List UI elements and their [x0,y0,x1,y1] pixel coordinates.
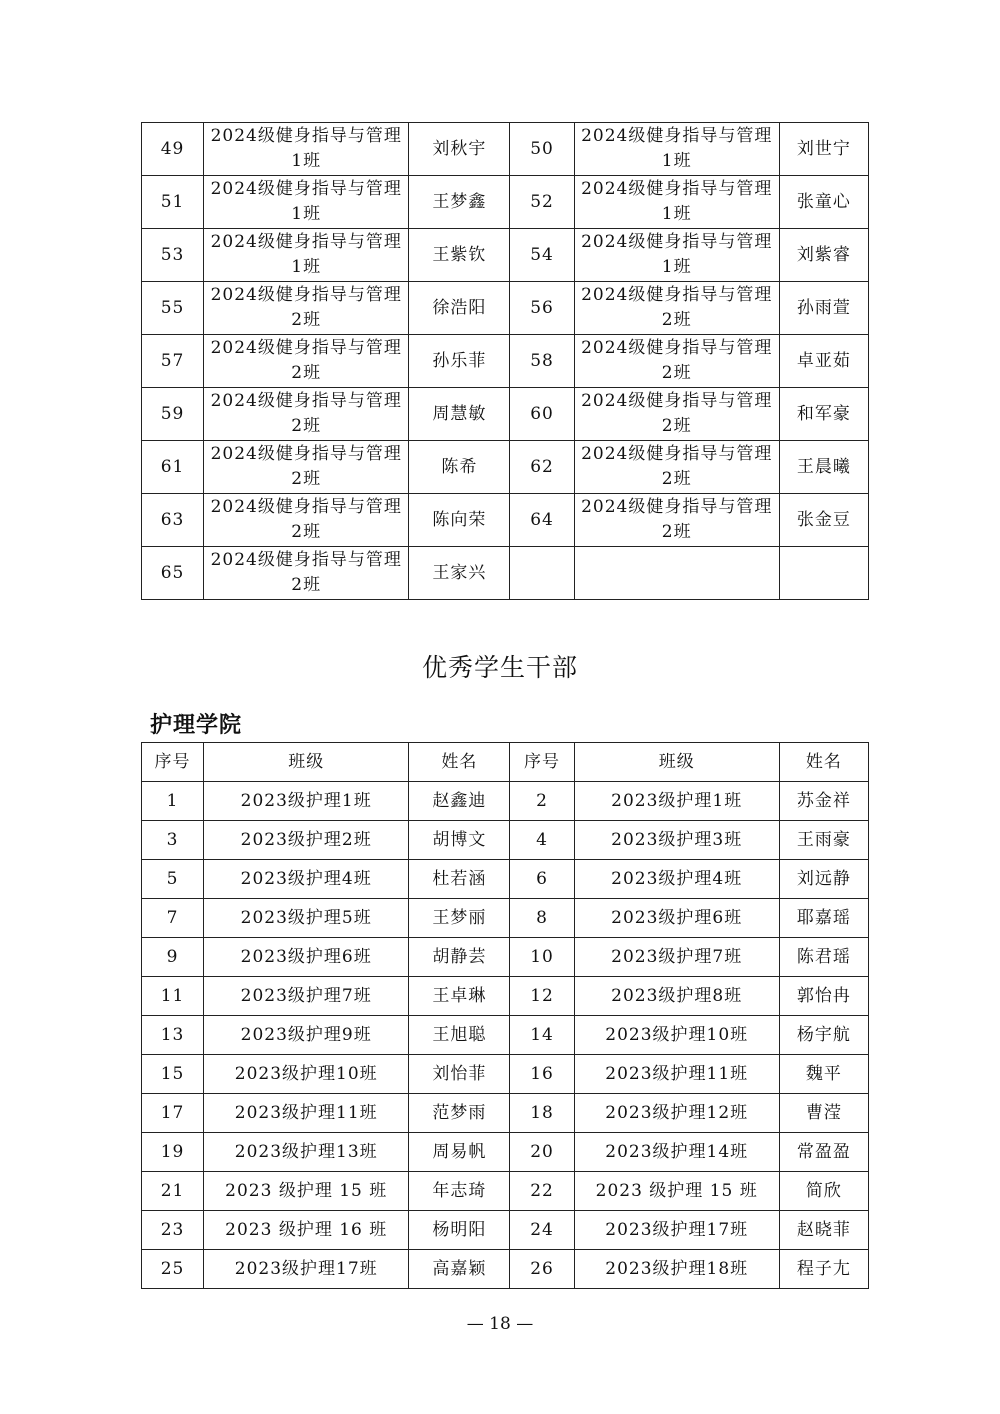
class-cell: 2023级护理11班 [204,1094,409,1133]
class-cell: 2023级护理5班 [204,899,409,938]
name-cell [779,547,868,600]
table-row [142,1172,869,1211]
table-row [142,1211,869,1250]
nursing-cadre-table [141,742,869,1289]
seq-cell: 26 [510,1250,574,1289]
page-number: — 18 — [466,1314,534,1334]
name-cell: 赵晓菲 [779,1211,868,1250]
name-cell: 杨宇航 [779,1016,868,1055]
class-cell: 2023级护理3班 [574,821,779,860]
class-cell: 2024级健身指导与管理1班 [204,176,409,229]
seq-cell: 55 [142,282,204,335]
seq-cell: 8 [510,899,574,938]
class-cell: 2024级健身指导与管理1班 [574,176,779,229]
class-cell: 2023级护理1班 [574,782,779,821]
seq-cell: 60 [510,388,574,441]
seq-cell: 24 [510,1211,574,1250]
section-title: 优秀学生干部 [421,653,578,682]
class-cell: 2023级护理17班 [574,1211,779,1250]
seq-cell: 20 [510,1133,574,1172]
table-row [142,1094,869,1133]
header-cell: 序号 [510,743,574,782]
class-roster-table-continued [141,122,869,600]
name-cell: 年志琦 [409,1172,510,1211]
name-cell: 张金豆 [779,494,868,547]
name-cell: 杜若涵 [409,860,510,899]
class-cell [574,547,779,600]
class-cell: 2024级健身指导与管理2班 [574,494,779,547]
seq-cell: 5 [142,860,204,899]
name-cell: 陈向荣 [409,494,510,547]
class-cell: 2023级护理9班 [204,1016,409,1055]
name-cell: 卓亚茹 [779,335,868,388]
seq-cell: 57 [142,335,204,388]
name-cell: 高嘉颖 [409,1250,510,1289]
class-cell: 2023 级护理 15 班 [574,1172,779,1211]
class-cell: 2024级健身指导与管理2班 [574,282,779,335]
name-cell: 陈希 [409,441,510,494]
seq-cell: 51 [142,176,204,229]
seq-cell: 6 [510,860,574,899]
seq-cell: 56 [510,282,574,335]
name-cell: 刘秋宇 [409,123,510,176]
name-cell: 杨明阳 [409,1211,510,1250]
class-cell: 2023级护理18班 [574,1250,779,1289]
name-cell: 王雨豪 [779,821,868,860]
table-row [142,335,869,388]
name-cell: 赵鑫迪 [409,782,510,821]
table-row [142,494,869,547]
table-row [142,1016,869,1055]
seq-cell: 16 [510,1055,574,1094]
class-cell: 2023级护理10班 [204,1055,409,1094]
college-title: 护理学院 [150,713,243,738]
name-cell: 耶嘉瑶 [779,899,868,938]
class-cell: 2023级护理6班 [574,899,779,938]
name-cell: 程子尢 [779,1250,868,1289]
name-cell: 孙雨萱 [779,282,868,335]
name-cell: 孙乐菲 [409,335,510,388]
name-cell: 苏金祥 [779,782,868,821]
table-row [142,229,869,282]
name-cell: 刘怡菲 [409,1055,510,1094]
class-cell: 2024级健身指导与管理2班 [204,388,409,441]
class-cell: 2023级护理17班 [204,1250,409,1289]
name-cell: 王旭聪 [409,1016,510,1055]
seq-cell: 15 [142,1055,204,1094]
name-cell: 范梦雨 [409,1094,510,1133]
table-row [142,977,869,1016]
class-cell: 2024级健身指导与管理1班 [204,229,409,282]
table-row [142,899,869,938]
class-cell: 2024级健身指导与管理1班 [574,123,779,176]
seq-cell: 59 [142,388,204,441]
seq-cell: 49 [142,123,204,176]
seq-cell: 64 [510,494,574,547]
seq-cell: 18 [510,1094,574,1133]
seq-cell: 25 [142,1250,204,1289]
class-cell: 2023级护理1班 [204,782,409,821]
name-cell: 王卓琳 [409,977,510,1016]
seq-cell: 13 [142,1016,204,1055]
name-cell: 周慧敏 [409,388,510,441]
seq-cell: 1 [142,782,204,821]
seq-cell: 12 [510,977,574,1016]
header-cell: 姓名 [409,743,510,782]
table-body [142,123,869,600]
seq-cell: 52 [510,176,574,229]
table-row [142,388,869,441]
table-row [142,1055,869,1094]
name-cell: 刘远静 [779,860,868,899]
name-cell: 周易帆 [409,1133,510,1172]
class-cell: 2024级健身指导与管理2班 [574,388,779,441]
class-cell: 2023级护理8班 [574,977,779,1016]
seq-cell: 63 [142,494,204,547]
class-cell: 2024级健身指导与管理1班 [574,229,779,282]
class-cell: 2023级护理7班 [574,938,779,977]
name-cell: 陈君瑶 [779,938,868,977]
seq-cell: 14 [510,1016,574,1055]
header-cell: 姓名 [779,743,868,782]
name-cell: 魏平 [779,1055,868,1094]
name-cell: 郭怡冉 [779,977,868,1016]
seq-cell: 10 [510,938,574,977]
class-cell: 2023级护理10班 [574,1016,779,1055]
seq-cell: 65 [142,547,204,600]
seq-cell: 23 [142,1211,204,1250]
table-row [142,860,869,899]
name-cell: 刘世宁 [779,123,868,176]
seq-cell: 61 [142,441,204,494]
name-cell: 常盈盈 [779,1133,868,1172]
table-row [142,123,869,176]
name-cell: 王梦鑫 [409,176,510,229]
seq-cell: 7 [142,899,204,938]
seq-cell [510,547,574,600]
table-row [142,1133,869,1172]
table-row [142,782,869,821]
class-cell: 2024级健身指导与管理2班 [574,441,779,494]
table-body [142,782,869,1289]
class-cell: 2023级护理13班 [204,1133,409,1172]
name-cell: 刘紫睿 [779,229,868,282]
name-cell: 王晨曦 [779,441,868,494]
name-cell: 张童心 [779,176,868,229]
class-cell: 2023级护理2班 [204,821,409,860]
name-cell: 王紫钦 [409,229,510,282]
seq-cell: 3 [142,821,204,860]
table-row [142,282,869,335]
header-cell: 序号 [142,743,204,782]
name-cell: 和军豪 [779,388,868,441]
class-cell: 2023级护理4班 [204,860,409,899]
class-cell: 2024级健身指导与管理2班 [204,282,409,335]
table-row [142,938,869,977]
seq-cell: 21 [142,1172,204,1211]
class-cell: 2024级健身指导与管理2班 [204,441,409,494]
class-cell: 2023级护理7班 [204,977,409,1016]
name-cell: 胡博文 [409,821,510,860]
class-cell: 2023级护理4班 [574,860,779,899]
name-cell: 曹滢 [779,1094,868,1133]
table-row [142,547,869,600]
seq-cell: 11 [142,977,204,1016]
header-cell: 班级 [574,743,779,782]
seq-cell: 4 [510,821,574,860]
seq-cell: 17 [142,1094,204,1133]
seq-cell: 53 [142,229,204,282]
header-cell: 班级 [204,743,409,782]
name-cell: 简欣 [779,1172,868,1211]
seq-cell: 54 [510,229,574,282]
seq-cell: 9 [142,938,204,977]
class-cell: 2023 级护理 16 班 [204,1211,409,1250]
table-row [142,821,869,860]
class-cell: 2024级健身指导与管理2班 [574,335,779,388]
name-cell: 王梦丽 [409,899,510,938]
name-cell: 王家兴 [409,547,510,600]
seq-cell: 2 [510,782,574,821]
class-cell: 2023级护理11班 [574,1055,779,1094]
name-cell: 胡静芸 [409,938,510,977]
seq-cell: 62 [510,441,574,494]
name-cell: 徐浩阳 [409,282,510,335]
table-row [142,176,869,229]
class-cell: 2023级护理6班 [204,938,409,977]
seq-cell: 50 [510,123,574,176]
class-cell: 2024级健身指导与管理2班 [204,494,409,547]
table-row [142,441,869,494]
seq-cell: 22 [510,1172,574,1211]
class-cell: 2023级护理14班 [574,1133,779,1172]
class-cell: 2023 级护理 15 班 [204,1172,409,1211]
seq-cell: 58 [510,335,574,388]
class-cell: 2024级健身指导与管理1班 [204,123,409,176]
class-cell: 2024级健身指导与管理2班 [204,335,409,388]
seq-cell: 19 [142,1133,204,1172]
table-header-row [142,743,869,782]
table-row [142,1250,869,1289]
class-cell: 2024级健身指导与管理2班 [204,547,409,600]
class-cell: 2023级护理12班 [574,1094,779,1133]
